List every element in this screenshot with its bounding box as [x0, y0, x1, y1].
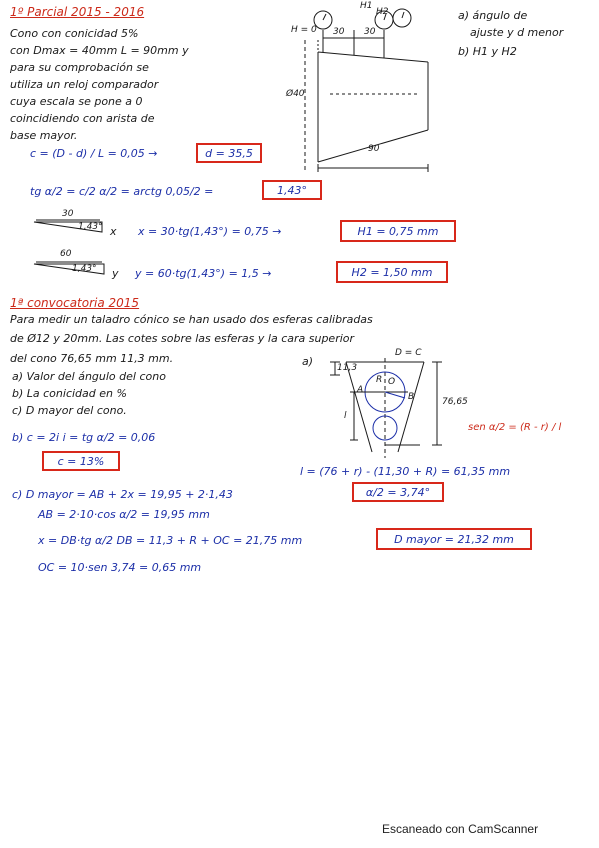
exam1-fig-len90: 90 [368, 144, 380, 154]
exam1-h1-result: H1 = 0,75 mm [340, 220, 456, 242]
exam1-tri2-var: y [112, 267, 119, 280]
exam1-tri2-length: 60 [60, 249, 72, 259]
exam2-fig-pt-o: O [388, 377, 396, 387]
exam1-tg-formula: tg α/2 = c/2 α/2 = arctg 0,05/2 = [30, 185, 214, 198]
exam1-question-a2: ajuste y d menor [470, 26, 564, 39]
exam1-question-a1: a) ángulo de [458, 9, 528, 22]
exam1-title: 1º Parcial 2015 - 2016 [10, 5, 145, 19]
exam1-line-6: coincidiendo con arista de [10, 112, 155, 125]
exam1-fig-dia40: Ø40 [286, 89, 305, 99]
exam1-fig-dim30a: 30 [333, 27, 345, 37]
exam2-question-b: b) La conicidad en % [12, 387, 127, 400]
exam2-b-calc: b) c = 2i i = tg α/2 = 0,06 [12, 431, 156, 444]
exam2-dmayor-result: D mayor = 21,32 mm [376, 528, 532, 550]
exam1-line-3: para su comprobación se [10, 61, 149, 74]
exam2-line-3: del cono 76,65 mm 11,3 mm. [10, 352, 174, 365]
exam2-fig-dim113: 11,3 [337, 363, 358, 373]
exam1-alpha-result: 1,43° [262, 180, 322, 200]
exam2-c-result: c = 13% [42, 451, 120, 471]
exam1-line-1: Cono con conicidad 5% [10, 27, 139, 40]
exam2-c-calc: c) D mayor = AB + 2x = 19,95 + 2·1,43 [12, 488, 233, 501]
exam2-l-calc: l = (76 + r) - (11,30 + R) = 61,35 mm [300, 465, 511, 478]
exam2-fig-pt-r: R [376, 375, 383, 385]
exam1-line-5: cuya escala se pone a 0 [10, 95, 143, 108]
exam1-line-2: con Dmax = 40mm L = 90mm y [10, 44, 189, 57]
exam2-ab-calc: AB = 2·10·cos α/2 = 19,95 mm [38, 508, 210, 521]
exam1-d-result: d = 35,5 [196, 143, 262, 163]
exam2-fig-label-a: a) [302, 355, 314, 368]
exam2-fig-pt-b: B [408, 392, 415, 402]
exam1-x-calc: x = 30·tg(1,43°) = 0,75 → [138, 225, 282, 238]
exam2-question-a: a) Valor del ángulo del cono [12, 370, 166, 383]
exam1-tri1-length: 30 [62, 209, 74, 219]
exam1-tri2-angle: 1,43° [72, 264, 97, 274]
scanner-footer: Escaneado con CamScanner [382, 822, 539, 836]
exam2-x-calc: x = DB·tg α/2 DB = 11,3 + R + OC = 21,75 mm [38, 534, 303, 547]
exam1-line-7: base mayor. [10, 129, 78, 142]
exam2-fig-pt-a: A [357, 385, 364, 395]
exam2-sin-formula: sen α/2 = (R - r) / l [468, 422, 562, 433]
exam1-fig-dim30b: 30 [364, 27, 376, 37]
exam2-question-c: c) D mayor del cono. [12, 404, 127, 417]
exam1-tri1-var: x [110, 225, 117, 238]
exam2-line-2: de Ø12 y 20mm. Las cotes sobre las esferas y la cara superior [10, 332, 355, 345]
exam1-fig-h2: H2 [376, 7, 389, 17]
exam2-fig-pt-l: l [344, 411, 347, 421]
exam1-question-b: b) H1 y H2 [458, 45, 517, 58]
exam2-alpha-half: α/2 = 3,74° [352, 482, 444, 502]
exam2-title: 1ª convocatoria 2015 [10, 296, 140, 310]
exam1-line-4: utiliza un reloj comparador [10, 78, 159, 91]
exam1-tri1-angle: 1,43° [78, 222, 103, 232]
exam2-fig-dim7665: 76,65 [442, 397, 468, 407]
exam1-fig-h1: H1 [360, 1, 373, 11]
exam1-fig-h-zero: H = 0 [291, 25, 317, 35]
exam2-line-1: Para medir un taladro cónico se han usado dos esferas calibradas [10, 313, 373, 326]
exam1-y-calc: y = 60·tg(1,43°) = 1,5 → [135, 267, 272, 280]
exam2-fig-d-label: D = C [395, 348, 422, 358]
exam1-h2-result: H2 = 1,50 mm [336, 261, 448, 283]
exam2-oc-calc: OC = 10·sen 3,74 = 0,65 mm [38, 561, 202, 574]
exam1-c-formula: c = (D - d) / L = 0,05 → [30, 147, 158, 160]
